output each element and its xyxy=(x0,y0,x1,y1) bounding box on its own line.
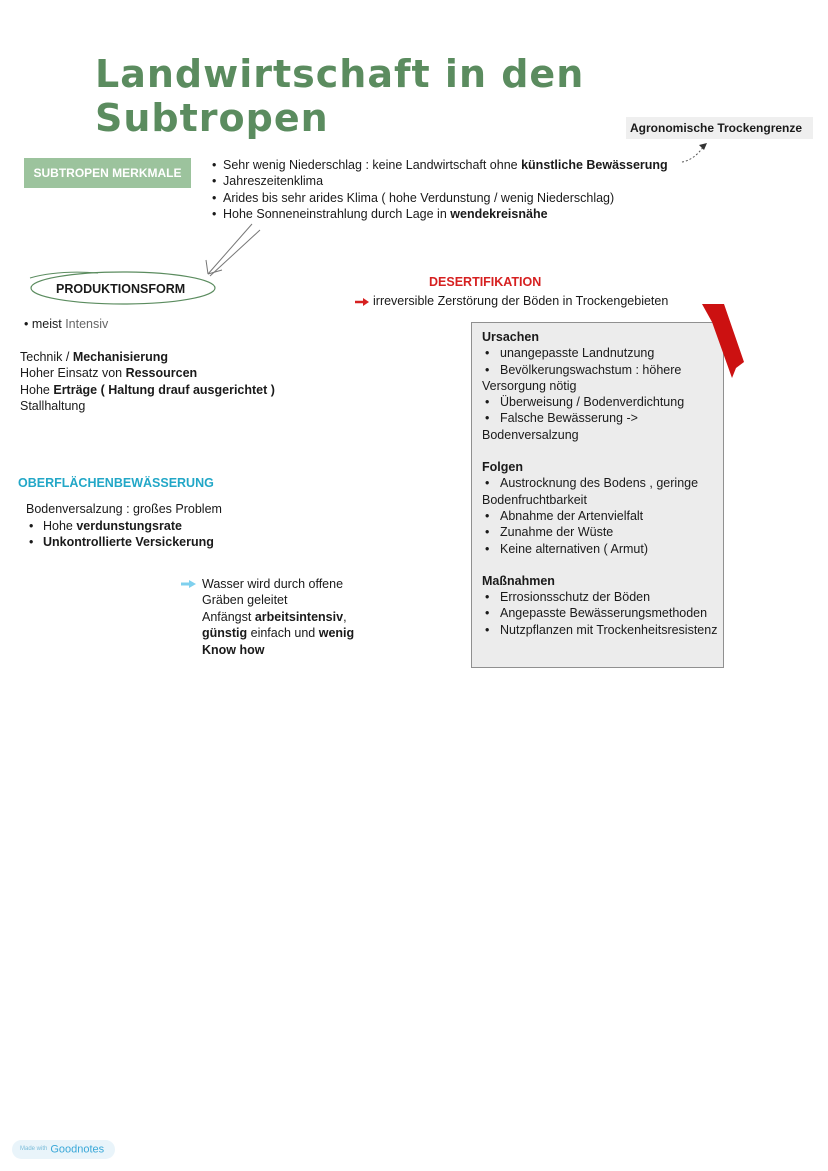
oberflaechenbewaesserung-title: OBERFLÄCHENBEWÄSSERUNG xyxy=(18,476,214,490)
list-item: • Austrocknung des Bodens , geringe Bodenfruchtbarkeit xyxy=(482,475,723,508)
list-item: • Errosionsschutz der Böden xyxy=(482,589,723,605)
list-item: • Nutzpflanzen mit Trockenheitsresistenz xyxy=(482,622,723,638)
list-item: • Unkontrollierte Versickerung xyxy=(26,534,222,551)
produktion-details: Technik / Mechanisierung Hoher Einsatz von Ressourcen Hohe Erträge ( Haltung drauf ausgerichtet ) Stallhaltung xyxy=(20,350,275,414)
red-arrow-icon xyxy=(354,297,370,307)
list-item: • Bevölkerungswachstum : höhere Versorgung nötig xyxy=(482,362,723,395)
desertifikation-definition: irreversible Zerstörung der Böden in Trockengebieten xyxy=(373,294,669,308)
merkmale-list xyxy=(212,157,668,222)
ursachen-heading: Ursachen xyxy=(482,330,539,344)
subtropen-merkmale-badge: SUBTROPEN MERKMALE xyxy=(24,158,191,188)
list-item: • Sehr wenig Niederschlag : keine Landwirtschaft ohne künstliche Bewässerung xyxy=(212,157,668,173)
list-item: • Abnahme der Artenvielfalt xyxy=(482,508,723,524)
page-title: Landwirtschaft in den Subtropen xyxy=(95,52,585,140)
red-ribbon-icon xyxy=(692,302,747,382)
list-item: • Arides bis sehr arides Klima ( hohe Verdunstung / wenig Niederschlag) xyxy=(212,190,668,206)
produktionsform-title: PRODUKTIONSFORM xyxy=(56,282,186,296)
dashed-arrow-icon xyxy=(680,140,710,165)
agronomic-limit-label: Agronomische Trockengrenze xyxy=(626,117,813,139)
folgen-section xyxy=(482,459,723,557)
list-item: • Jahreszeitenklima xyxy=(212,173,668,189)
list-item: • Zunahme der Wüste xyxy=(482,524,723,540)
list-item: • Hohe verdunstungsrate xyxy=(26,518,222,535)
list-item: • Hohe Sonneneinstrahlung durch Lage in wendekreisnähe xyxy=(212,206,668,222)
goodnotes-badge: Made with Goodnotes xyxy=(12,1140,115,1159)
massnahmen-heading: Maßnahmen xyxy=(482,573,555,588)
ursachen-section xyxy=(482,329,723,443)
oberflaeche-details: Bodenversalzung : großes Problem • Hohe verdunstungsrate • Unkontrollierte Versickerung xyxy=(26,501,222,551)
list-item: • Angepasste Bewässerungsmethoden xyxy=(482,605,723,621)
produktion-bullet: • meist Intensiv xyxy=(24,317,109,331)
desertifikation-title: DESERTIFIKATION xyxy=(429,275,542,289)
massnahmen-section xyxy=(482,573,723,638)
wasser-text: Wasser wird durch offene Gräben geleitet Anfängst arbeitsintensiv, günstig einfach und wenig Know how xyxy=(202,577,355,657)
blue-arrow-icon xyxy=(180,579,198,589)
list-item: • unangepasste Landnutzung xyxy=(482,345,723,361)
desertifikation-box xyxy=(471,322,724,668)
list-item: • Falsche Bewässerung -> Bodenversalzung xyxy=(482,410,723,443)
folgen-heading: Folgen xyxy=(482,460,523,475)
list-item: • Keine alternativen ( Armut) xyxy=(482,541,723,557)
list-item: • Überweisung / Bodenverdichtung xyxy=(482,394,723,410)
